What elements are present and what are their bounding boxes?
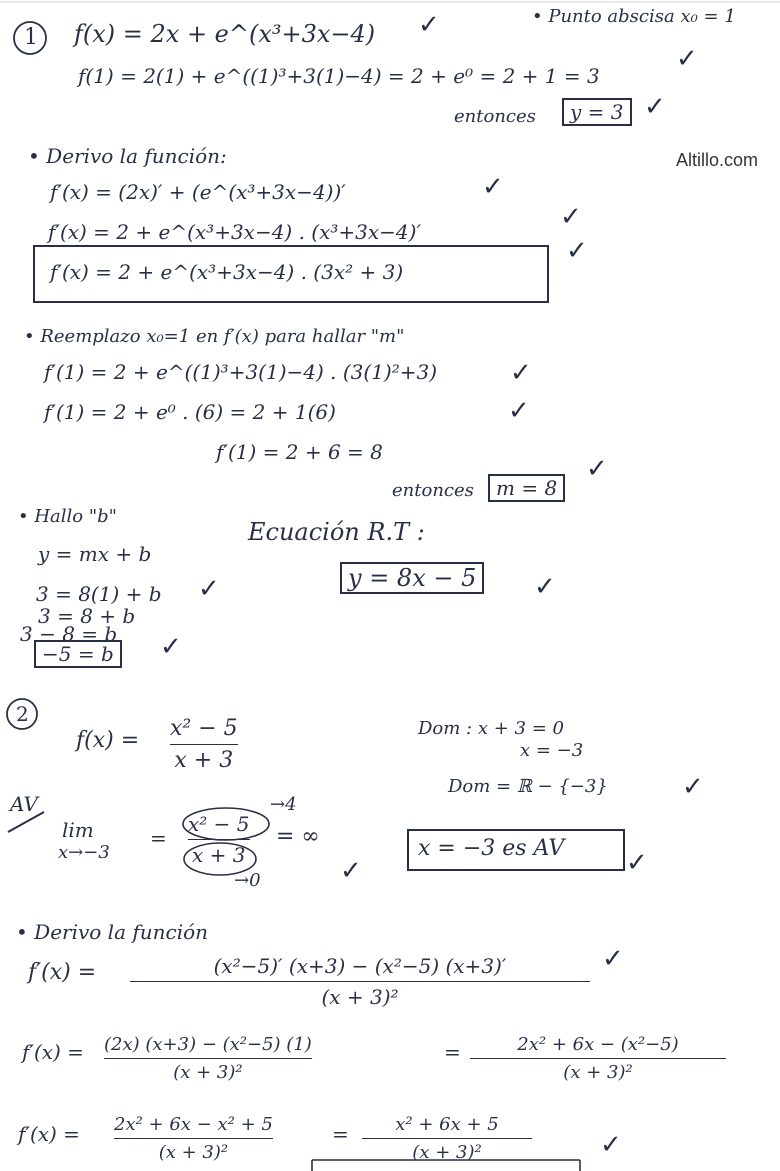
p2-arrow-bottom-label: →0	[234, 870, 261, 891]
check-mark-icon: ✓	[508, 396, 530, 426]
problem-2-number: 2	[16, 702, 29, 726]
p1-derivative-step-2: f′(x) = 2 + e^(x³+3x−4) . (x³+3x−4)′	[48, 220, 421, 244]
p2-domain-step-1: Dom : x + 3 = 0	[418, 718, 564, 739]
p2-q3-denominator-b: (x + 3)²	[412, 1142, 482, 1163]
p2-q2-numerator-b: 2x² + 6x − (x²−5)	[517, 1034, 679, 1055]
p2-q3-fraction	[114, 1114, 273, 1163]
p1-replace-step-1: f′(1) = 2 + e^((1)³+3(1)−4) . (3(1)²+3)	[44, 360, 438, 384]
p2-q2-denominator-b: (x + 3)²	[563, 1062, 633, 1083]
check-mark-icon: ✓	[510, 358, 532, 388]
p1-replace-heading: • Reemplazo x₀=1 en f′(x) para hallar "m"	[24, 326, 405, 347]
problem-1-number: 1	[24, 25, 38, 50]
watermark-label: Altillo.com	[676, 150, 759, 170]
p2-q1-fraction	[130, 954, 590, 1009]
p2-q2-denominator: (x + 3)²	[173, 1062, 243, 1083]
p1-then-label: entonces	[454, 106, 536, 127]
p1-evaluation: f(1) = 2(1) + e^((1)³+3(1)−4) = 2 + e⁰ = 2 + 1 = 3	[78, 64, 600, 88]
p2-arrow-top-label: →4	[270, 794, 297, 815]
p2-lim-word: lim	[62, 818, 94, 842]
check-mark-icon: ✓	[586, 454, 608, 484]
p2-function-denominator: x + 3	[174, 748, 234, 773]
p2-q3-denominator: (x + 3)²	[158, 1142, 229, 1163]
p2-av-result: x = −3 es AV	[418, 836, 565, 861]
check-mark-icon: ✓	[566, 236, 588, 266]
p2-q2-numerator: (2x) (x+3) − (x²−5) (1)	[104, 1034, 312, 1055]
p1-m-result: m = 8	[488, 474, 565, 502]
check-mark-icon: ✓	[676, 44, 698, 74]
p1-b-step-1: y = mx + b	[38, 542, 152, 566]
check-mark-icon: ✓	[534, 572, 556, 602]
p2-q2-fraction	[104, 1034, 312, 1083]
p2-q2-fraction-b	[470, 1034, 726, 1083]
check-mark-icon: ✓	[644, 92, 666, 122]
p2-lim-equals: =	[150, 826, 167, 850]
p2-q3-equals: =	[332, 1122, 349, 1146]
p1-y-result: y = 3	[562, 98, 632, 126]
p1-b-heading: • Hallo "b"	[18, 506, 117, 527]
p2-q2-left: f′(x) =	[22, 1040, 84, 1064]
p2-lim-numerator: x² − 5	[188, 812, 250, 836]
p1-function: f(x) = 2x + e^(x³+3x−4)	[74, 20, 376, 48]
p2-lim-fraction	[188, 812, 250, 867]
p2-q3-left: f′(x) =	[18, 1122, 80, 1146]
p2-function-label: f(x) =	[76, 728, 140, 753]
p2-derive-heading: • Derivo la función	[16, 920, 209, 944]
p2-q1-left: f′(x) =	[28, 960, 97, 985]
p2-q3-fraction-b	[362, 1114, 532, 1163]
check-mark-icon: ✓	[600, 1130, 622, 1160]
check-mark-icon: ✓	[626, 848, 648, 878]
p2-lim-result: = ∞	[276, 824, 320, 849]
p2-lim-subscript: x→−3	[58, 842, 110, 863]
p2-function-fraction	[170, 716, 238, 773]
p2-domain-result: Dom = ℝ − {−3}	[448, 776, 608, 797]
p1-b-step-4: 3 − 8 = b	[20, 622, 118, 646]
p2-lim-denominator: x + 3	[192, 843, 246, 867]
p2-q3-numerator: 2x² + 6x − x² + 5	[114, 1114, 273, 1135]
p2-q1-numerator: (x²−5)′ (x+3) − (x²−5) (x+3)′	[213, 954, 507, 978]
p1-replace-step-3: f′(1) = 2 + 6 = 8	[216, 440, 383, 464]
p2-q2-equals: =	[444, 1040, 461, 1064]
check-mark-icon: ✓	[602, 944, 624, 974]
p1-derive-heading: • Derivo la función:	[28, 144, 227, 168]
p1-derivative-result: f′(x) = 2 + e^(x³+3x−4) . (3x² + 3)	[50, 260, 404, 284]
check-mark-icon: ✓	[340, 856, 362, 886]
p1-derivative-step-1: f′(x) = (2x)′ + (e^(x³+3x−4))′	[50, 180, 346, 204]
p1-abscissa-note: • Punto abscisa x₀ = 1	[532, 6, 736, 27]
p2-domain-step-2: x = −3	[520, 740, 584, 761]
p2-av-label: AV	[10, 792, 38, 816]
check-mark-icon: ✓	[482, 172, 504, 202]
p2-function-numerator: x² − 5	[170, 716, 238, 741]
check-mark-icon: ✓	[198, 574, 220, 604]
check-mark-icon: ✓	[418, 10, 440, 40]
p1-replace-step-2: f′(1) = 2 + e⁰ . (6) = 2 + 1(6)	[44, 400, 336, 424]
p1-equation-heading: Ecuación R.T :	[248, 518, 425, 546]
p1-b-step-3: 3 = 8 + b	[38, 604, 136, 628]
p2-q3-numerator-b: x² + 6x + 5	[395, 1114, 499, 1135]
p1-b-step-2: 3 = 8(1) + b	[36, 582, 162, 606]
check-mark-icon: ✓	[160, 632, 182, 662]
p2-q1-denominator: (x + 3)²	[321, 985, 399, 1009]
check-mark-icon: ✓	[682, 772, 704, 802]
p1-then-label-2: entonces	[392, 480, 474, 501]
check-mark-icon: ✓	[560, 202, 582, 232]
p1-b-result: −5 = b	[34, 640, 122, 668]
p1-equation-result: y = 8x − 5	[340, 562, 484, 594]
